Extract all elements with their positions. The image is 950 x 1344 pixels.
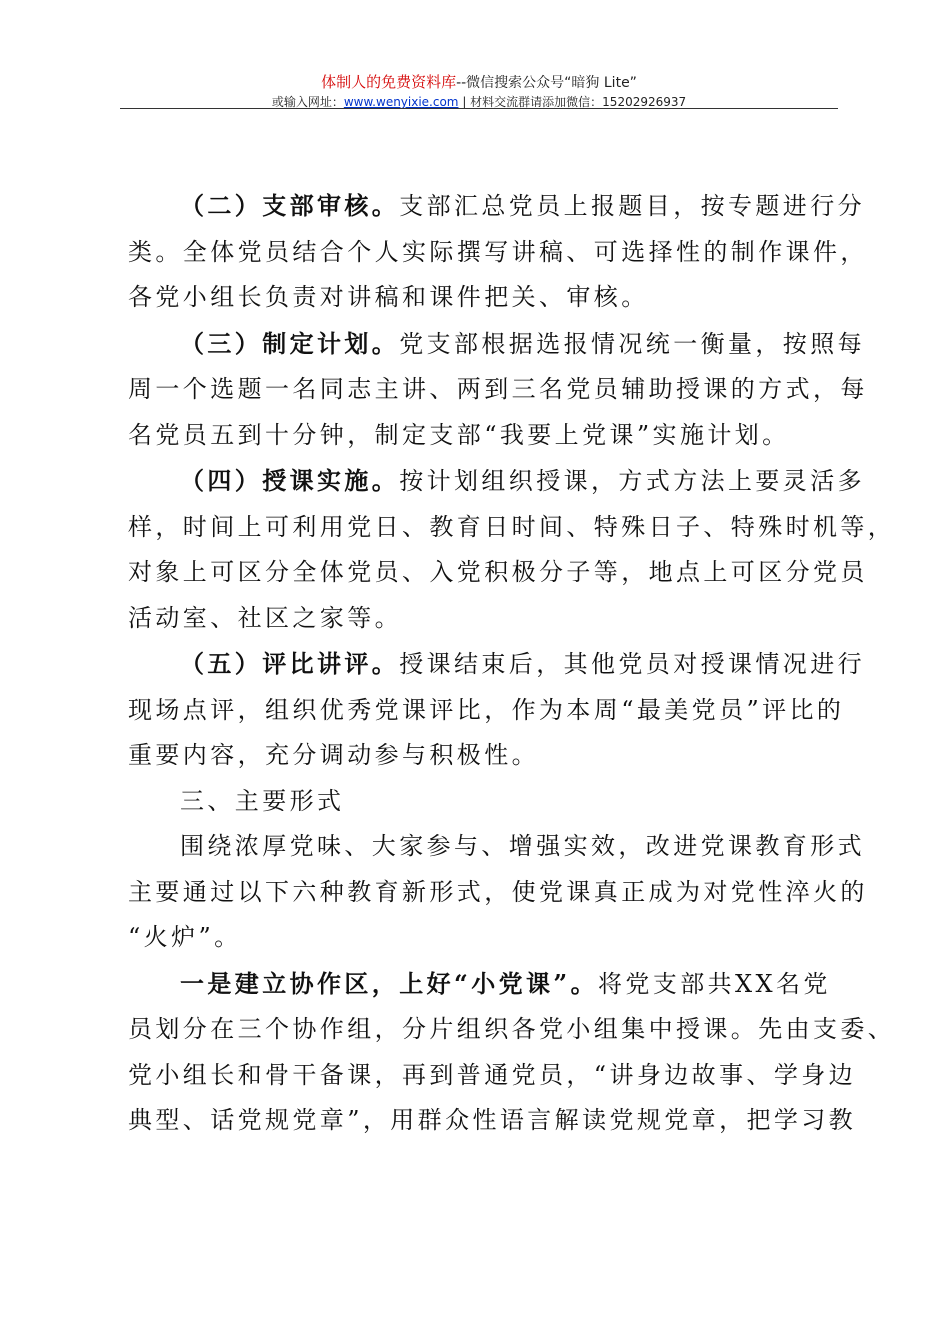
paragraph-lead: （三）制定计划。 [180, 328, 400, 358]
header-tagline: --微信搜索公众号“暗狗 Lite” [456, 75, 637, 91]
paragraph-line: 一是建立协作区，上好“小党课”。将党支部共XX名党 [180, 968, 831, 998]
paragraph-line: （四）授课实施。按计划组织授课，方式方法上要灵活多 [180, 466, 866, 495]
paragraph-branch-review [128, 183, 868, 321]
paragraph-line: 围绕浓厚党味、大家参与、增强实效，改进党课教育形式 [180, 832, 865, 860]
header-url-link[interactable]: www.wenyixie.com [343, 95, 459, 109]
paragraph-line: “火炉”。 [128, 923, 242, 951]
section-heading-text: 三、主要形式 [180, 786, 345, 815]
paragraph-line: 对象上可区分全体党员、入党积极分子等，地点上可区分党员 [128, 558, 868, 586]
page-header [120, 72, 838, 111]
paragraph-line: 名党员五到十分钟，制定支部“我要上党课”实施计划。 [128, 420, 790, 449]
paragraph-intro-forms [128, 824, 868, 961]
paragraph-lead: （二）支部审核。 [180, 191, 400, 220]
header-brand: 体制人的免费资料库 [321, 73, 457, 91]
section-heading [128, 779, 834, 825]
paragraph-line: 重要内容，充分调动参与积极性。 [128, 741, 539, 769]
header-url-prefix: 或输入网址： [271, 95, 344, 109]
header-banner [120, 72, 838, 93]
paragraph-line: （二）支部审核。支部汇总党员上报题目，按专题进行分 [180, 191, 866, 220]
paragraph-line: 典型、话党规党章”，用群众性语言解读党规党章，把学习教 [128, 1106, 857, 1134]
paragraph-lead: 一是建立协作区，上好“小党课”。 [180, 968, 599, 998]
paragraph-line: 活动室、社区之家等。 [128, 603, 402, 632]
header-wechat-info: | 材料交流群请添加微信：15202926937 [458, 95, 687, 109]
paragraph-line: （三）制定计划。党支部根据选报情况统一衡量，按照每 [180, 328, 866, 358]
paragraph-line: （五）评比讲评。授课结束后，其他党员对授课情况进行 [180, 649, 866, 678]
paragraph-lead: （四）授课实施。 [180, 466, 400, 495]
paragraph-line: 员划分在三个协作组，分片组织各党小组集中授课。先由支委、 [128, 1015, 896, 1043]
paragraph-line: 党小组长和骨干备课，再到普通党员，“讲身边故事、学身边 [128, 1060, 857, 1089]
paragraph-evaluation [128, 641, 866, 779]
paragraph-lead: （五）评比讲评。 [180, 649, 400, 678]
paragraph-line: 样，时间上可利用党日、教育日时间、特殊日子、特殊时机等， [128, 512, 896, 541]
paragraph-line: 主要通过以下六种教育新形式，使党课真正成为对党性淬火的 [128, 877, 868, 906]
header-divider [120, 108, 838, 109]
paragraph-collaboration-zone [128, 961, 896, 1144]
paragraph-line: 现场点评，组织优秀党课评比，作为本周“最美党员”评比的 [128, 695, 845, 724]
paragraph-line: 类。全体党员结合个人实际撰写讲稿、可选择性的制作课件， [128, 237, 868, 266]
document-body [128, 183, 896, 1144]
paragraph-line: 周一个选题一名同志主讲、两到三名党员辅助授课的方式，每 [128, 375, 868, 403]
paragraph-line: 各党小组长负责对讲稿和课件把关、审核。 [128, 283, 649, 311]
paragraph-teaching [128, 458, 896, 641]
paragraph-make-plan [128, 321, 868, 459]
